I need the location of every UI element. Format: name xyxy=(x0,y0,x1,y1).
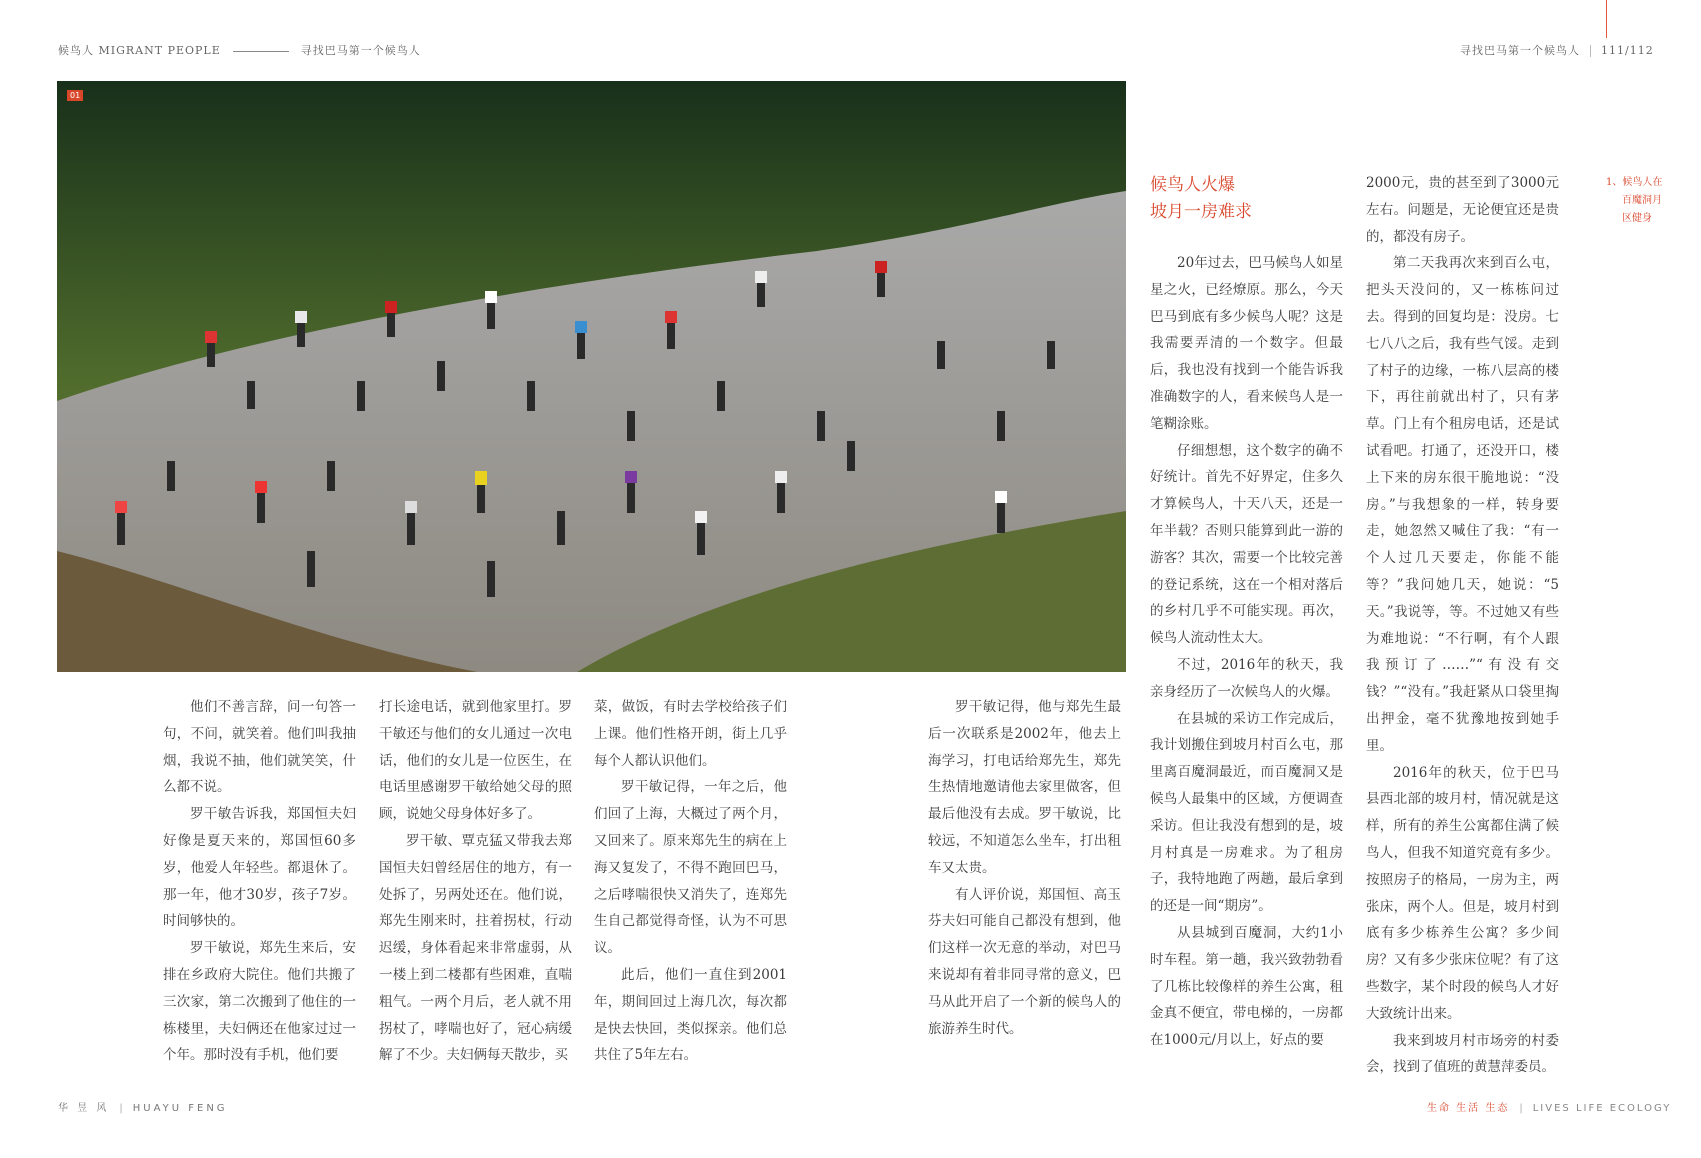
paragraph: 2000元，贵的甚至到了3000元左右。问题是，无论便宜还是贵的，都没有房子。 xyxy=(1366,175,1559,245)
feature-photo xyxy=(57,81,1126,672)
footer-slogan-en: LIVES LIFE ECOLOGY xyxy=(1532,1103,1672,1114)
paragraph: 罗干敏告诉我，郑国恒夫妇好像是夏天来的，郑国恒60多岁，他爱人年轻些。都退休了。那一年，他才30岁，孩子7岁。时间够快的。 xyxy=(163,806,356,930)
paragraph: 菜，做饭，有时去学校给孩子们上课。他们性格开朗，街上几乎每个人都认识他们。 xyxy=(594,699,787,769)
accent-vertical-rule xyxy=(1606,0,1607,38)
footer-right: 生命 生活 生态 | LIVES LIFE ECOLOGY xyxy=(1427,1103,1672,1114)
photo-illustration xyxy=(57,81,1126,672)
body-column-2 xyxy=(379,694,572,1069)
body-column-6 xyxy=(1366,170,1559,1081)
paragraph: 罗干敏记得，他与郑先生最后一次联系是2002年，他去上海学习，打电话给郑先生，郑先生热情地邀请他去家里做客，但最后他没有去成。罗干敏说，比较远，不知道怎么坐车，打出租车又太贵。 xyxy=(928,699,1121,876)
figure-number-badge: 01 xyxy=(67,90,83,101)
paragraph: 罗干敏、覃克猛又带我去郑国恒夫妇曾经居住的地方，有一处拆了，另两处还在。他们说，郑先生刚来时，拄着拐杖，行动迟缓，身体看起来非常虚弱，从一楼上到二楼都有些困难，直喘粗气。一两个月后，老人就不用拐杖了，哮喘也好了，冠心病缓解了不少。夫妇俩每天散步，买 xyxy=(379,832,572,1064)
magazine-section-title: 候鸟人 MIGRANT PEOPLE xyxy=(58,44,221,57)
paragraph: 从县城到百魔洞，大约1小时车程。第一趟，我兴致勃勃看了几栋比较像样的养生公寓，租金真不便宜，带电梯的，一房都在1000元/月以上，好点的要 xyxy=(1150,924,1343,1049)
footer-slogan-cn: 生命 生活 生态 xyxy=(1427,1103,1510,1114)
running-header-left xyxy=(58,42,421,58)
paragraph: 我来到坡月村市场旁的村委会，找到了值班的黄慧萍委员。 xyxy=(1366,1032,1559,1076)
paragraph: 不过，2016年的秋天，我亲身经历了一次候鸟人的火爆。 xyxy=(1150,656,1343,700)
article-title: 寻找巴马第一个候鸟人 xyxy=(300,44,421,57)
paragraph: 在县城的采访工作完成后，我计划搬住到坡月村百么屯，那里离百魔洞最近，而百魔洞又是候鸟人最集中的区域，方便调查采访。但让我没有想到的是，坡月村真是一房难求。为了租房子，我特地跑了两趟，最后拿到的还是一间“期房”。 xyxy=(1150,710,1343,915)
body-column-4 xyxy=(928,694,1121,1042)
photo-caption xyxy=(1606,174,1676,228)
section-heading-line1: 候鸟人火爆 xyxy=(1150,175,1235,195)
section-heading-line2: 坡月一房难求 xyxy=(1150,202,1252,222)
paragraph: 仔细想想，这个数字的确不好统计。首先不好界定，住多久才算候鸟人，十天八天，还是一年半载？否则只能算到此一游的游客？其次，需要一个比较完善的登记系统，这在一个相对落后的乡村几乎不可能实现。再次，候鸟人流动性太大。 xyxy=(1150,442,1343,647)
magazine-name-cn: 华 昱 风 xyxy=(58,1103,110,1114)
caption-line2: 百魔洞月 xyxy=(1622,195,1662,206)
article-title-right: 寻找巴马第一个候鸟人 xyxy=(1460,44,1580,57)
caption-line3: 区健身 xyxy=(1622,213,1652,224)
body-column-3 xyxy=(594,694,787,1069)
section-heading xyxy=(1150,172,1252,226)
paragraph: 罗干敏记得，一年之后，他们回了上海，大概过了两个月，又回来了。原来郑先生的病在上海又复发了，不得不跑回巴马，之后哮喘很快又消失了，连郑先生自己都觉得奇怪，认为不可思议。 xyxy=(594,779,787,957)
magazine-name-en: HUAYU FENG xyxy=(132,1103,228,1114)
paragraph: 他们不善言辞，问一句答一句，不问，就笑着。他们叫我抽烟，我说不抽，他们就笑笑，什么都不说。 xyxy=(163,699,356,796)
body-column-5 xyxy=(1150,250,1343,1054)
paragraph: 20年过去，巴马候鸟人如星星之火，已经燎原。那么，今天巴马到底有多少候鸟人呢？这是我需要弄清的一个数字。但最后，我也没有找到一个能告诉我准确数字的人，看来候鸟人是一笔糊涂账。 xyxy=(1150,255,1343,432)
paragraph: 有人评价说，郑国恒、高玉芬夫妇可能自己都没有想到，他们这样一次无意的举动，对巴马来说却有着非同寻常的意义，巴马从此开启了一个新的候鸟人的旅游养生时代。 xyxy=(928,886,1121,1037)
paragraph: 第二天我再次来到百么屯，把头天没问的，又一栋栋问过去。得到的回复均是：没房。七七八八之后，我有些气馁。走到了村子的边缘，一栋八层高的楼下，再往前就出村了，只有茅草。门上有个租房电话，还是试试看吧。打通了，还没开口，楼上下来的房东很干脆地说：“没房。”与我想象的一样，转身要走，她忽然又喊住了我：“有一个人过几天要走，你能不能等？”我问她几天，她说：“5天。”我说等，等。不过她又有些为难地说：“不行啊，有个人跟我预订了……”“有没有交钱？”“没有。”我赶紧从口袋里掏出押金，毫不犹豫地按到她手里。 xyxy=(1366,255,1559,754)
caption-line1: 1、候鸟人在 xyxy=(1606,177,1663,188)
footer-left: 华 昱 风 | HUAYU FENG xyxy=(58,1103,228,1114)
running-header-right xyxy=(1460,42,1654,58)
paragraph: 罗干敏说，郑先生来后，安排在乡政府大院住。他们共搬了三次家，第二次搬到了他住的一栋楼里，夫妇俩还在他家过过一个年。那时没有手机，他们要 xyxy=(163,940,356,1064)
paragraph: 打长途电话，就到他家里打。罗干敏还与他们的女儿通过一次电话，他们的女儿是一位医生，在电话里感谢罗干敏给她父母的照顾，说她父母身体好多了。 xyxy=(379,699,572,823)
page-numbers: 111/112 xyxy=(1601,44,1654,57)
paragraph: 2016年的秋天，位于巴马县西北部的坡月村，情况就是这样，所有的养生公寓都住满了候鸟人，但我不知道究竟有多少。按照房子的格局，一房为主，两张床，两个人。但是，坡月村到底有多少栋养生公寓？多少间房？又有多少张床位呢？有了这些数字，某个时段的候鸟人才好大致统计出来。 xyxy=(1366,764,1559,1022)
body-column-1 xyxy=(163,694,356,1069)
header-divider-line xyxy=(233,51,289,52)
paragraph: 此后，他们一直住到2001年，期间回过上海几次，每次都是快去快回，类似探亲。他们总共住了5年左右。 xyxy=(594,966,787,1064)
header-separator xyxy=(1590,45,1591,57)
